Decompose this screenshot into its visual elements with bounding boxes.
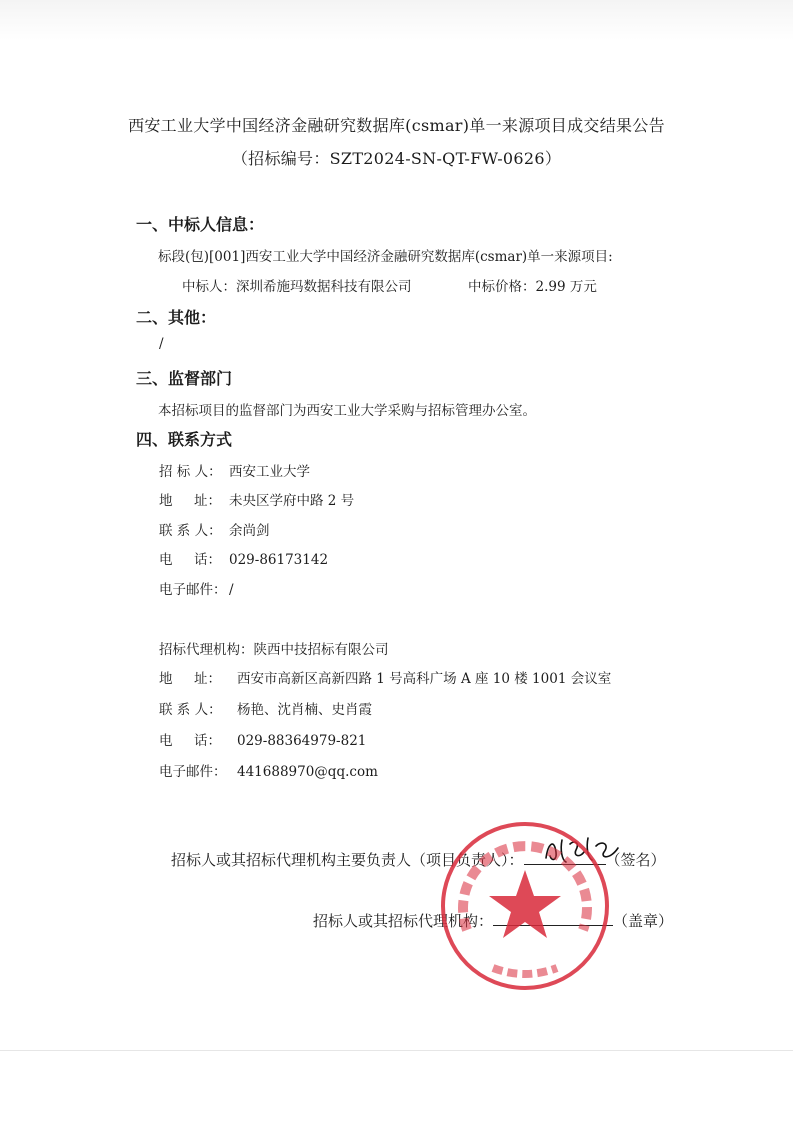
agent-phone-row: [159, 729, 366, 749]
agent-name: 陕西中技招标有限公司: [253, 642, 389, 658]
agent-email-row: [159, 760, 378, 780]
signature-suffix: （签名）: [605, 851, 666, 869]
scan-shadow: [0, 0, 793, 40]
document-title: 西安工业大学中国经济金融研究数据库(csmar)单一来源项目成交结果公告: [128, 116, 665, 135]
buyer-contact-row: [159, 519, 270, 539]
buyer-email: /: [229, 582, 234, 598]
scan-edge: [0, 1050, 793, 1051]
agent-name-row: [159, 638, 389, 658]
agent-email: 441688970@qq.com: [237, 764, 378, 780]
agent-contact-row: [159, 698, 372, 718]
section-winner-heading: 一、中标人信息：: [136, 215, 265, 234]
section-contact-heading: 四、联系方式: [136, 430, 233, 449]
buyer-email-label: 电子邮件：: [159, 582, 227, 598]
seal-label: 招标人或其招标代理机构：: [313, 912, 494, 930]
section-supervision-heading: 三、监督部门: [136, 369, 233, 388]
buyer-contact-label: 联 系 人：: [159, 523, 222, 539]
buyer-phone: 029-86173142: [229, 552, 329, 568]
buyer-address-row: [159, 489, 354, 509]
buyer-email-row: [159, 578, 234, 598]
agent-email-label: 电子邮件：: [159, 764, 227, 780]
agent-address-row: [159, 667, 611, 687]
buyer-name-label: 招 标 人：: [159, 464, 222, 480]
agent-address-label: 地 址：: [159, 671, 221, 687]
supervision-content: 本招标项目的监督部门为西安工业大学采购与招标管理办公室。: [158, 403, 536, 419]
buyer-name-row: [159, 460, 310, 480]
company-seal-stamp: [437, 818, 613, 994]
winner-name: 中标人：深圳希施玛数据科技有限公司: [182, 279, 412, 295]
buyer-address: 未央区学府中路 2 号: [229, 493, 355, 509]
buyer-phone-label: 电 话：: [159, 552, 221, 568]
buyer-phone-row: [159, 548, 328, 568]
agent-contact-label: 联 系 人：: [159, 702, 222, 718]
seal-suffix: （盖章）: [613, 912, 674, 930]
buyer-contact: 余尚剑: [229, 523, 270, 539]
agent-name-label: 招标代理机构：: [159, 642, 254, 658]
agent-phone-label: 电 话：: [159, 733, 221, 749]
other-content: /: [159, 336, 164, 352]
winning-price: 中标价格：2.99 万元: [468, 279, 597, 295]
section-other-heading: 二、其他：: [136, 308, 217, 327]
bid-number: （招标编号：SZT2024-SN-QT-FW-0626）: [231, 149, 562, 168]
agent-contact: 杨艳、沈肖楠、史肖霞: [237, 702, 372, 718]
buyer-address-label: 地 址：: [159, 493, 221, 509]
lot-description: 标段(包)[001]西安工业大学中国经济金融研究数据库(csmar)单一来源项目:: [158, 249, 613, 265]
agent-phone: 029-88364979-821: [237, 733, 367, 749]
buyer-name: 西安工业大学: [229, 464, 310, 480]
signature-label: 招标人或其招标代理机构主要负责人（项目负责人）：: [171, 851, 524, 869]
agent-address: 西安市高新区高新四路 1 号高科广场 A 座 10 楼 1001 会议室: [237, 671, 612, 687]
